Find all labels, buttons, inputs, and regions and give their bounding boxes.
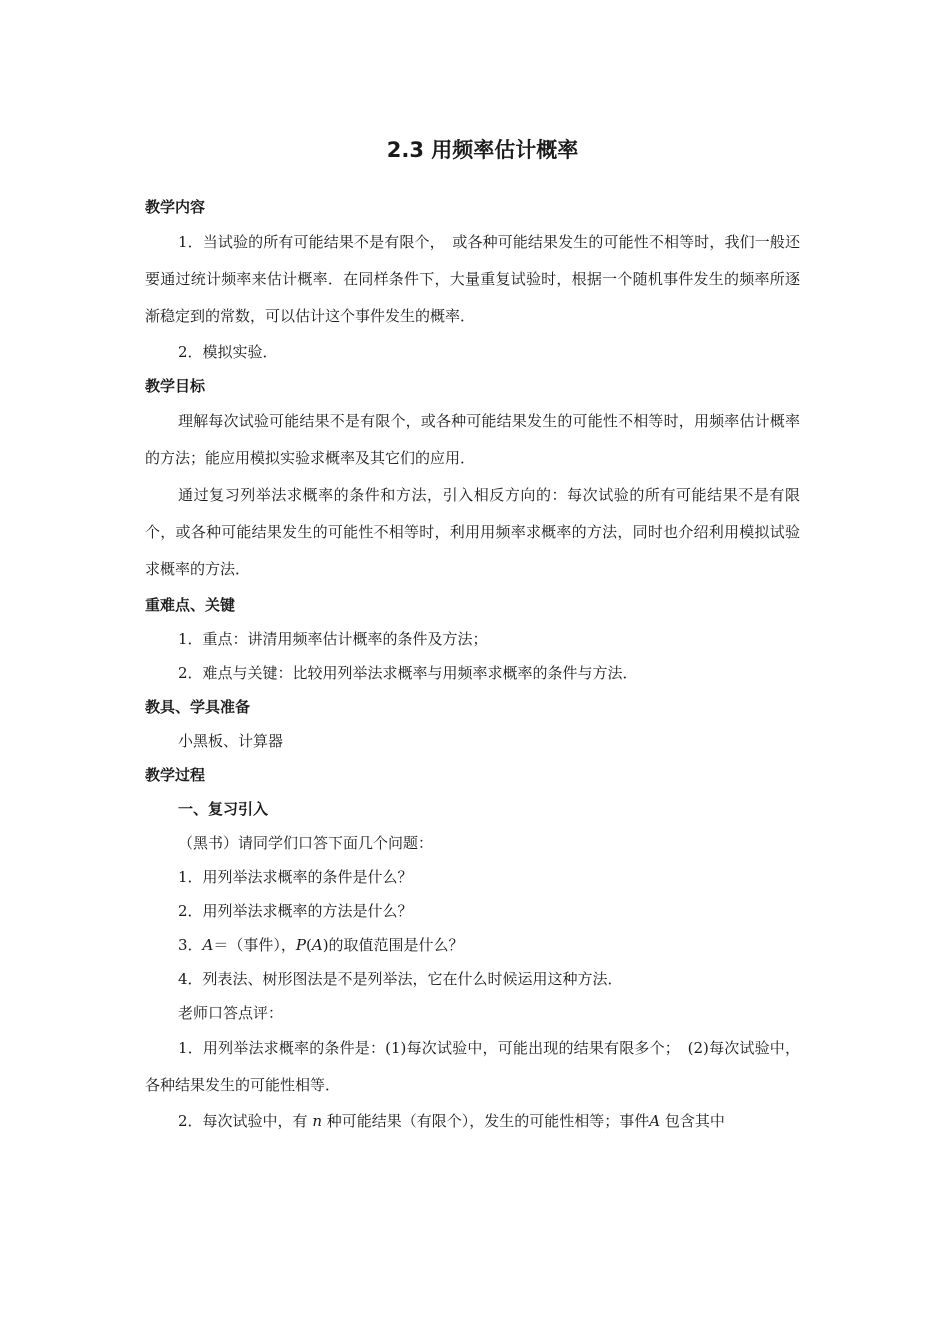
section-heading-content: 教学内容 [145, 198, 206, 216]
subsection-heading-review: 一、复习引入 [178, 800, 269, 818]
document-body [145, 134, 800, 1138]
paragraph: 2．难点与关键：比较用列举法求概率与用频率求概率的条件与方法． [178, 664, 638, 682]
paragraph: （黑书）请同学们口答下面几个问题： [178, 834, 434, 852]
section-heading-goals: 教学目标 [145, 377, 206, 395]
page-title: 2.3 用频率估计概率 [386, 138, 579, 162]
paragraph: 1．重点：讲清用频率估计概率的条件及方法； [178, 630, 488, 648]
answer-item: 1．用列举法求概率的条件是：(1)每次试验中，可能出现的结果有限多个； (2)每次试验中，各种结果发生的可能性相等． [145, 1039, 800, 1094]
question-item: 4．列表法、树形图法是不是列举法，它在什么时候运用这种方法． [178, 970, 623, 988]
paragraph: 通过复习列举法求概率的条件和方法，引入相反方向的：每次试验的所有可能结果不是有限个，或各种可能结果发生的可能性不相等时，利用用频率求概率的方法，同时也介绍利用模拟试验求概率的方法． [145, 486, 800, 578]
section-heading-process: 教学过程 [145, 766, 206, 784]
paragraph: 小黑板、计算器 [178, 732, 284, 750]
question-item: 3．A＝（事件），P(A)的取值范围是什么？ [178, 936, 464, 954]
paragraph: 1．当试验的所有可能结果不是有限个， 或各种可能结果发生的可能性不相等时，我们一般还要通过统计频率来估计概率．在同样条件下，大量重复试验时，根据一个随机事件发生的频率所逐渐稳定到的常数，可以估计这个事件发生的概率． [145, 233, 800, 325]
question-item: 2．用列举法求概率的方法是什么？ [178, 902, 413, 920]
paragraph: 理解每次试验可能结果不是有限个，或各种可能结果发生的可能性不相等时，用频率估计概率的方法；能应用模拟实验求概率及其它们的应用． [145, 412, 800, 467]
question-item: 1．用列举法求概率的条件是什么？ [178, 868, 413, 886]
section-heading-key-points: 重难点、关键 [145, 596, 236, 614]
paragraph: 2．模拟实验． [178, 343, 278, 361]
paragraph: 老师口答点评： [178, 1004, 284, 1022]
answer-item: 2．每次试验中，有 n 种可能结果（有限个），发生的可能性相等；事件A 包含其中 [178, 1112, 725, 1130]
section-heading-tools: 教具、学具准备 [145, 698, 251, 716]
